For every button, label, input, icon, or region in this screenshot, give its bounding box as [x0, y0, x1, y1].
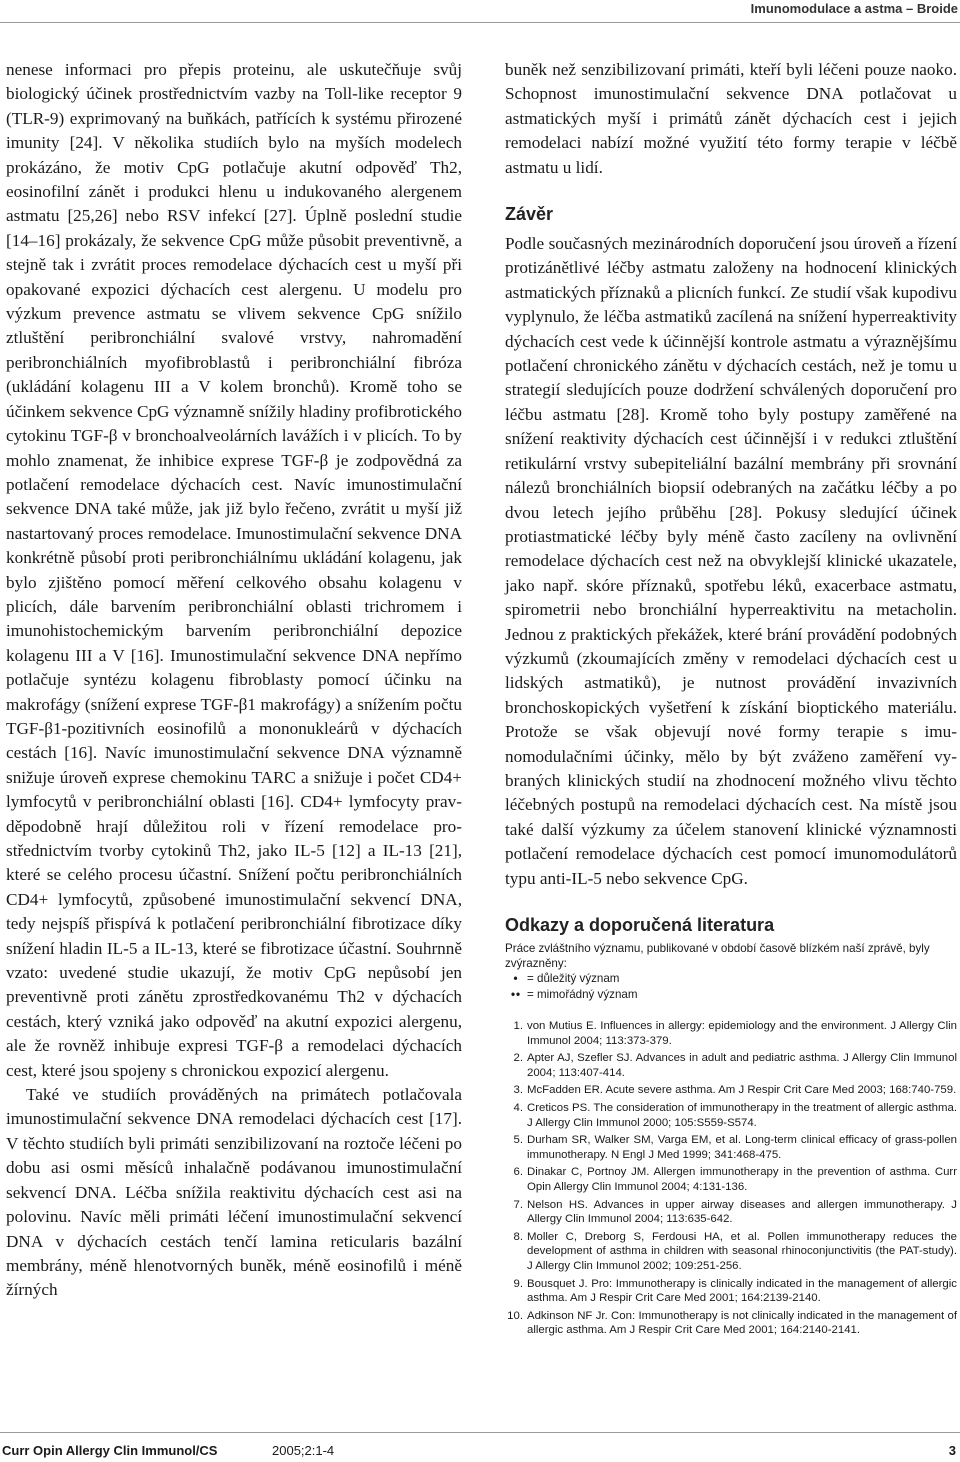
reference-text: Creticos PS. The consideration of immunotherapy in the treatment of allergic asthma. J Allergy Clin Immunol 2000; 105:S559-S574.	[527, 1101, 957, 1129]
body-paragraph: Také ve studiích prováděných na primátech potlačovala imunostimulační sekvence DNA remodelaci dýchacích cest [17]. V těchto studiích byli primáti senzibilizovaní na roztoče léčeni po dobu asi osmi měsíců inhalačně podávanou imunostimulační sekvencí DNA. Léčba snížila reaktivitu dýchacích cest asi na polovinu. Navíc měli primáti léčení imunostimulační sekvencí DNA v dýchacích cestách tenčí lamina reticularis bazální membrány, méně hlenotvorných buněk, méně eosinofilů i méně žírných	[6, 1085, 462, 1300]
references-intro: Práce zvláštního významu, publikované v období časově blízkém naší zprávě, byly zvýrazněny:	[505, 942, 930, 970]
legend-row	[505, 971, 957, 987]
issue-info: 2005;2:1-4	[272, 1443, 335, 1458]
reference-item	[505, 1051, 957, 1080]
reference-text: Apter AJ, Szefler SJ. Advances in adult and pediatric asthma. J Allergy Clin Immunol 2004; 113:407-414.	[527, 1052, 957, 1079]
reference-number: 4.	[513, 1101, 523, 1114]
double-bullet-icon: ••	[510, 988, 522, 1001]
references-heading: Odkazy a doporučená literatura	[505, 915, 775, 935]
reference-list	[505, 1019, 957, 1338]
reference-number: 2.	[513, 1052, 523, 1065]
reference-number: 8.	[513, 1230, 523, 1243]
significance-legend	[505, 971, 957, 1003]
left-column	[6, 58, 462, 1303]
journal-name: Curr Opin Allergy Clin Immunol/CS	[2, 1443, 218, 1458]
page-footer	[0, 1432, 960, 1462]
reference-item	[505, 1198, 957, 1227]
conclusion-paragraph: Podle současných mezinárodních doporučení jsou úroveň a řízení protizánětlivé léčby astmatu založeny na hodnocení klinických astmatických příznaků a plicních funkcí. Ze studií však kupodivu vyplynulo, že léčba astmatiků zacílená na snížení hyperreaktivity dýchacích cest vede k účinnější kontrole astmatu a výraznějšímu potlačení chronického zánětu v dýchacích cestách, než je tomu u strategií sledujících pouze dodržení schválených doporučení pro léčbu astmatu [28]. Kromě toho byly postupy zaměřené na snížení reaktivity dýchacích cest účinnější i v redukci ztluštění retikulární vrstvy subepiteliální bazální membrány při srovnání nálezů bronchiálních biopsií odebraných na začátku léčby a po dvou letech jejího průběhu [28]. Pokusy sledující účinek protiastmatické léčby byly méně často zacíleny na ovlivnění remodelace dýchacích cest než na obvyklejší klinické ukazatele, jako např. skóre příznaků, spotřebu léků, exacerbace astmatu, spirometrii nebo bronchiální hyperreaktivitu na metacholin. Jednou z praktických překážek, které brání provádění podobných výzkumů (zkoumajících změny v remodelaci dýchacích cest u lidských astmatiků), je nutnost provádění invazivních bronchoskopických vyšetření k získání bioptického materiálu. Protože se však objevují nové formy terapie s imunomodulačními účinky, mělo by být zváženo zaměření vybraných klinických studií na zhodnocení možného vlivu těchto léčebných postupů na remodelaci dýchacích cest. Na místě jsou také další výzkumy za účelem stanovení klinické významnosti potlačení remodelace dýchacích cest pomocí imunomodulátorů typu anti-IL-5 nebo sekvence CpG.	[505, 234, 957, 888]
reference-number: 3.	[513, 1084, 523, 1097]
reference-text: von Mutius E. Influences in allergy: epidemiology and the environment. J Allergy Clin Immunol 2004; 113:373-379.	[527, 1020, 957, 1047]
legend-text: = důležitý význam	[527, 972, 620, 985]
reference-item	[505, 1019, 957, 1048]
reference-text: Moller C, Dreborg S, Ferdousi HA, et al. Pollen immunotherapy reduces the development of asthma in children with seasonal rhinoconjunctivitis (the PAT-study). J Allergy Clin Immunol 2002; 109:251-256.	[527, 1230, 957, 1272]
reference-number: 9.	[513, 1277, 523, 1290]
reference-item	[505, 1277, 957, 1306]
page-number: 3	[948, 1443, 956, 1458]
running-header	[0, 0, 960, 23]
reference-text: Durham SR, Walker SM, Varga EM, et al. Long-term clinical efficacy of grass-pollen immunotherapy. N Engl J Med 1999; 341:468-475.	[527, 1134, 957, 1161]
reference-item	[505, 1083, 957, 1098]
right-column	[505, 58, 957, 1341]
reference-text: Nelson HS. Advances in upper airway diseases and allergen immunotherapy. J Allergy Clin Immunol 2004; 113:635-642.	[527, 1198, 957, 1226]
reference-text: Adkinson NF Jr. Con: Immunotherapy is not clinically indicated in the management of allergic asthma. Am J Respir Crit Care Med 2001; 164:2140-2141.	[527, 1309, 957, 1337]
reference-item	[505, 1133, 957, 1162]
reference-text: Dinakar C, Portnoy JM. Allergen immunotherapy in the prevention of asthma. Curr Opin Allergy Clin Immunol 2004; 4:131-136.	[527, 1166, 957, 1193]
reference-item	[505, 1101, 957, 1130]
reference-number: 10.	[507, 1309, 523, 1322]
reference-text: McFadden ER. Acute severe asthma. Am J Respir Crit Care Med 2003; 168:740-759.	[527, 1084, 957, 1097]
running-title: Imunomodulace a astma – Broide	[750, 1, 958, 16]
reference-item	[505, 1309, 957, 1338]
reference-item	[505, 1230, 957, 1274]
reference-number: 5.	[513, 1134, 523, 1147]
reference-number: 7.	[513, 1198, 523, 1211]
legend-row	[505, 987, 957, 1003]
body-paragraph: buněk než senzibilizovaní primáti, kteří byli léčeni pouze naoko. Schopnost imunostimulační sekvence DNA potlačovat u astmatických myší i primátů zánět dýchacích cest i jejich remodelaci nabízí možné využití této formy terapie v léčbě astmatu u lidí.	[505, 60, 957, 177]
reference-number: 1.	[513, 1020, 523, 1032]
reference-number: 6.	[513, 1166, 523, 1179]
body-paragraph: nenese informaci pro přepis proteinu, ale uskutečňuje svůj biologický účinek prostřednictvím vazby na Toll-like receptor 9 (TLR-9) exprimovaný na buňkách, patřících k systému přirozené imunity [24]. V několika studiích bylo na myších modelech prokázáno, že motiv CpG potlačuje akutní odpověď Th2, eosinofilní zánět i produkci hlenu u indukovaného alergenem astmatu [25,26] nebo RSV infekcí [27]. Úplně poslední studie [14–16] prokázaly, že sekvence CpG může působit preventivně, a stejně tak i zvrátit proces remodelace dýchacích cest u myší při opakované expozici dýchacích cest alergenu. U modelu pro výzkum prevence astmatu se vlivem sekvence CpG snížilo ztluštění peribronchiální svalové vrstvy, nahromadění peribronchiálních myofibroblastů i peribronchiální fibróza (ukládání kolagenu III a V kolem bronchů). Kromě toho se účinkem sekvence CpG významně snížily hladiny profibrotického cytokinu TGF-β v bronchoalveolárních lavážích i v plicích. To by mohlo znamenat, že inhibice exprese TGF-β je zodpovědná za potlačení remodelace dýchacích cest. Navíc imunostimulační sekvence DNA také může, jak již bylo řečeno, zvrátit u myší již nastartovaný proces remodelace. Imunostimulační sekvence DNA konkrétně působí proti peribronchiálnímu ukládání kolagenu, jak bylo zjištěno pomocí měření celkového obsahu kolagenu v plicích, dále barvením peribronchiální oblasti trichromem i imunohistochemickým barvením peribronchiální depozice kolagenu III a V [16]. Imunostimulační sekvence DNA nepřímo potlačuje syntézu kolagenu fibroblasty pomocí účinku na makrofágy (snížení exprese TGF-β1 makrofágy) a snížením počtu TGF-β1-pozitivních eosinofilů a mononukleárů v dýchacích cestách [16]. Navíc imunostimulační sekvence DNA významně snižuje úroveň exprese chemokinu TARC a snižuje i počet CD4+ lymfocytů v peribronchiální oblasti [16]. CD4+ lymfocyty pravděpodobně hrají důležitou roli v řízení remodelace prostřednictvím tvorby cytokinů Th2, jako IL-5 [12] a IL-13 [21], které se celého procesu účastní. Snížení počtu peribronchiálních CD4+ lymfocytů, způsobené imunostimulační sekvencí DNA, tedy nejspíš přispívá k potlačení peribronchiální fibrotizace díky snížení hladin IL-5 a IL-13, které se fibrotizace účastní. Souhrnně vzato: uvedené studie ukazují, že motiv CpG nepůsobí jen preventivně proti zánětu zprostředkovanému Th2 v dýchacích cestách, který vzniká jako odpověď na akutní expozici alergenu, ale že rovněž inhibuje expresi TGF-β a remodelaci dýchacích cest, které jsou spojeny s chronickou expozicí alergenu.	[6, 60, 462, 1080]
legend-text: = mimořádný význam	[527, 988, 638, 1001]
reference-text: Bousquet J. Pro: Immunotherapy is clinically indicated in the management of allergic asthma. Am J Respir Crit Care Med 2001; 164:2139-2140.	[527, 1277, 957, 1305]
conclusion-heading: Závěr	[505, 204, 554, 225]
bullet-icon: •	[513, 972, 519, 985]
reference-item	[505, 1165, 957, 1194]
